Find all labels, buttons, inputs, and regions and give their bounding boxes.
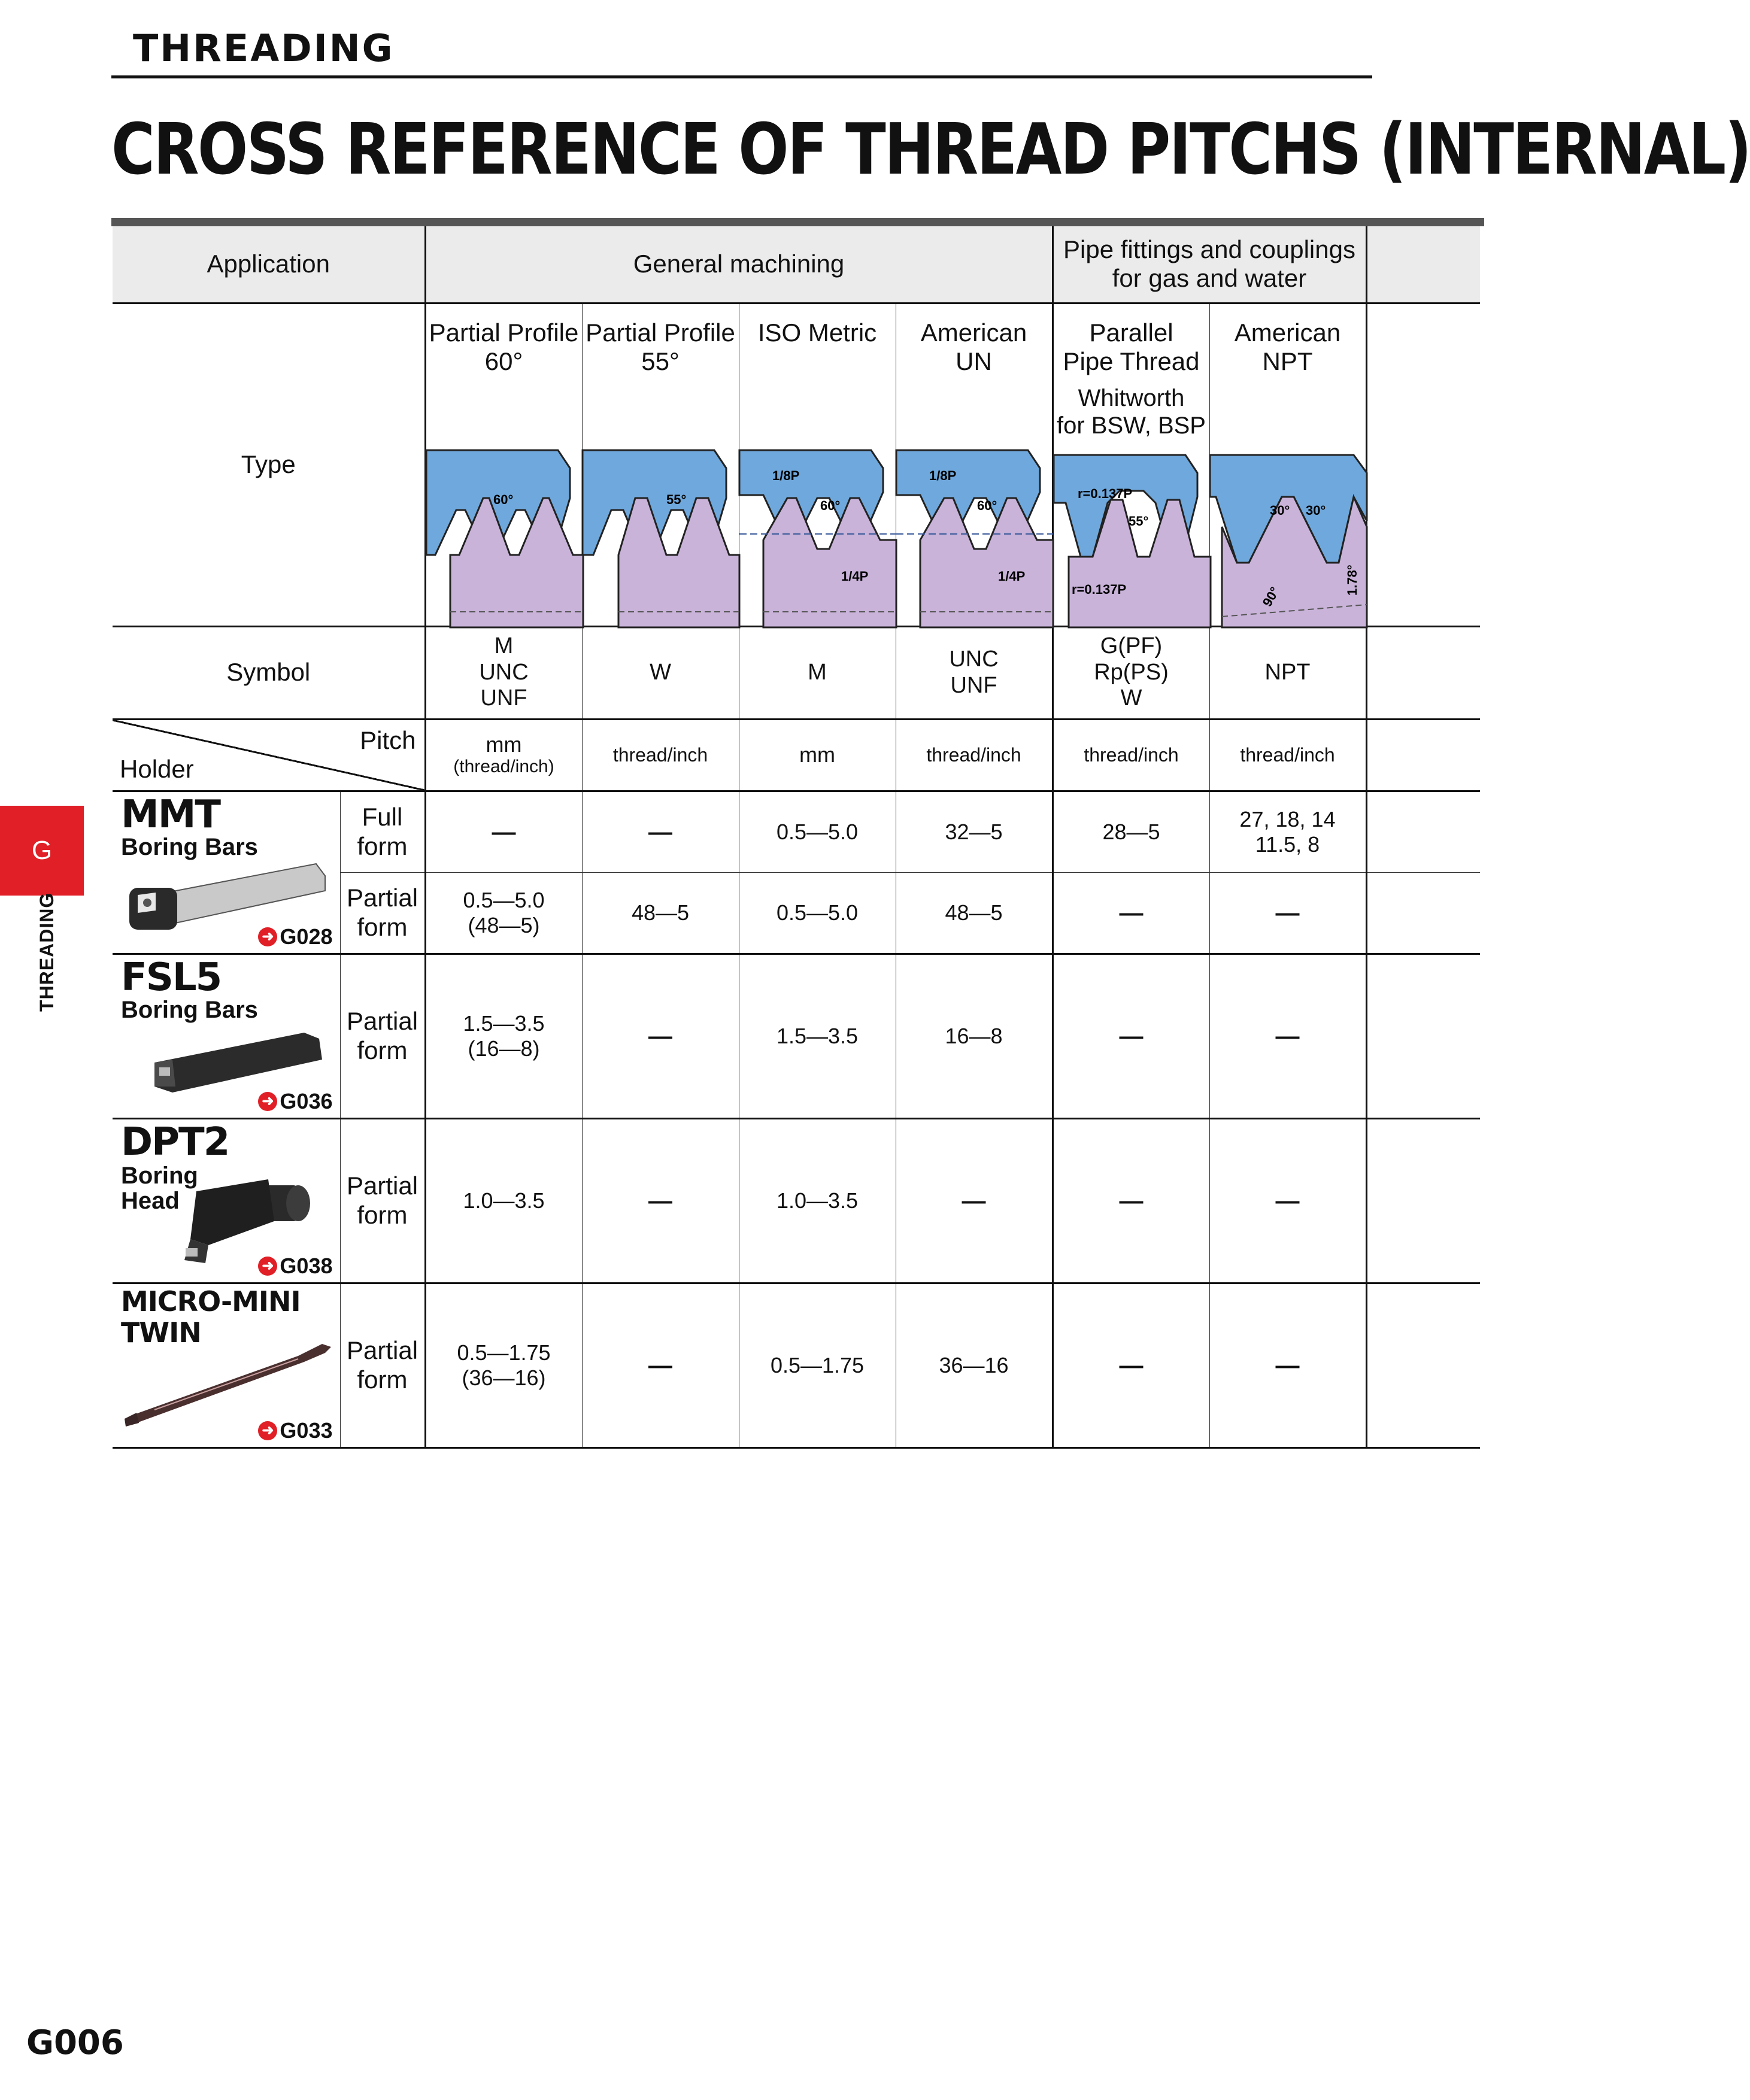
type-name-line1: ISO Metric [757,318,877,347]
page-title: CROSS REFERENCE OF THREAD PITCHS (INTERNAL) [111,108,1750,190]
form-text: Partial [346,884,418,912]
symbol-text: UNC [949,646,999,672]
table-row [113,791,1480,872]
holder-ref-link[interactable] [258,924,332,949]
holder-mmt [113,791,340,954]
application-row [113,226,1480,303]
symbol-cell-american-npt [1209,626,1366,719]
pipe-fittings-header [1053,226,1366,303]
value-cell: — [582,954,739,1118]
symbol-text: NPT [1264,659,1311,685]
thread-profile-60-diagram [426,450,583,627]
value-cell [425,954,582,1118]
value-cell: — [1053,1283,1209,1447]
pipe-fittings-line1: Pipe fittings and couplings [1063,235,1355,263]
symbol-cell-american-un [896,626,1053,719]
form-text: form [357,1365,408,1394]
holder-ref: G038 [280,1254,333,1279]
holder-fsl5 [113,954,340,1118]
value-cell: — [896,1118,1053,1283]
pitch-unit-text: mm [486,732,522,757]
symbol-text: M [808,659,827,685]
value-cell [425,872,582,954]
value-cell: 28—5 [1053,791,1209,872]
holder-ref: G028 [280,924,333,949]
value-cell: — [582,1118,739,1283]
value-text: (36—16) [462,1365,546,1390]
form-cell [340,954,425,1118]
type-name-line2: NPT [1262,347,1313,375]
thread-profile-npt-diagram [1210,455,1367,627]
pitch-holder-row [113,719,1480,791]
angle-label-60: 60° [493,491,513,507]
holder-dpt2 [113,1118,340,1283]
value-cell [425,1283,582,1447]
form-text: form [357,1036,408,1064]
holder-name: FSL5 [121,955,222,1000]
symbol-text: G(PF) [1100,633,1163,658]
type-cell-partial-60 [425,303,582,626]
un-angle-label: 60° [976,497,997,513]
form-text: Full [362,803,403,831]
extra-cell [1366,1118,1480,1283]
value-cell: — [1209,1118,1366,1283]
holder-subtitle-line1: Boring [121,1162,198,1189]
type-name-line2: 55° [641,347,680,375]
type-name-line3: Whitworth [1078,385,1185,412]
value-cell: 1.5—3.5 [739,954,896,1118]
value-cell: — [1053,954,1209,1118]
fsl5-boring-bar-image [148,1027,328,1098]
diagonal-header [113,720,424,790]
symbol-text: M [494,633,514,658]
type-cell-american-npt [1209,303,1366,626]
pitch-unit-iso-metric: mm [739,719,896,791]
pitch-unit-american-un: thread/inch [896,719,1053,791]
value-text: 1.5—3.5 [463,1011,545,1036]
value-cell: — [1053,872,1209,954]
type-name-line2: UN [956,347,992,375]
cross-reference-table [113,226,1480,1449]
type-name-line1: American [1234,318,1341,347]
type-cell-iso-metric [739,303,896,626]
type-cell-partial-55 [582,303,739,626]
form-text: Partial [346,1336,418,1365]
type-name-line1: Partial Profile [586,318,735,347]
bsp-top-label: r=0.137P [1077,485,1132,501]
holder-subtitle-line2: Head [121,1187,180,1214]
form-text: form [357,831,408,860]
arrow-right-icon: ➜ [258,1092,277,1111]
value-cell: 48—5 [582,872,739,954]
type-name-line2: 60° [484,347,523,375]
mmt-boring-bar-image [125,858,328,936]
symbol-text: W [1120,685,1142,711]
pitch-unit-partial-60 [425,719,582,791]
value-cell: — [1209,954,1366,1118]
value-cell: 36—16 [896,1283,1053,1447]
un-top-label: 1/8P [929,468,956,483]
value-cell: — [1209,872,1366,954]
section-tab-g[interactable]: G [0,806,84,896]
value-cell: — [582,1283,739,1447]
pitch-unit-parallel-pipe: thread/inch [1053,719,1209,791]
symbol-text: Rp(PS) [1094,659,1169,685]
form-cell [340,791,425,872]
value-text: (48—5) [468,912,540,937]
thread-profile-55-diagram [583,450,739,627]
npt-angle-label-2: 30° [1305,502,1326,518]
thread-profile-iso-diagram [739,450,896,627]
symbol-cell-partial-60 [425,626,582,719]
bsp-bottom-label: r=0.137P [1071,581,1126,597]
value-cell [1209,791,1366,872]
holder-subtitle: Boring Bars [121,833,258,860]
form-cell [340,872,425,954]
npt-bottom-label: 90° [1259,584,1282,609]
symbol-label: Symbol [113,626,425,719]
page-number: G006 [26,2023,124,2062]
value-cell: 0.5—5.0 [739,872,896,954]
value-text: 27, 18, 14 [1239,807,1336,832]
value-text: 11.5, 8 [1255,831,1320,857]
iso-angle-label: 60° [820,497,840,513]
type-name-line2: Pipe Thread [1063,347,1200,375]
holder-name: DPT2 [121,1119,229,1164]
type-name-line4: for BSW, BSP [1057,412,1206,439]
type-name-line1: Parallel [1089,318,1173,347]
holder-ref: G033 [280,1418,333,1443]
symbol-cell-partial-55 [582,626,739,719]
type-name-line1: American [920,318,1027,347]
micro-mini-twin-tool-image [119,1316,334,1428]
form-text: form [357,1200,408,1229]
section-label: THREADING [133,26,395,70]
holder-ref-link[interactable] [258,1089,332,1113]
thread-profile-un-diagram [896,450,1053,627]
symbol-cell-parallel-pipe [1053,626,1209,719]
symbol-text: W [650,659,671,685]
bsp-angle-label: 55° [1128,513,1148,529]
pitch-unit-text: (thread/inch) [453,757,554,777]
pitch-label: Pitch [360,726,416,754]
symbol-row [113,626,1480,719]
holder-ref: G036 [280,1089,333,1114]
pipe-fittings-line2: for gas and water [1112,264,1307,293]
holder-micro-mini-twin [113,1283,340,1447]
value-cell: 1.0—3.5 [425,1118,582,1283]
type-cell-parallel-pipe [1053,303,1209,626]
value-cell: — [1053,1118,1209,1283]
table-row [113,1118,1480,1283]
un-bottom-label: 1/4P [997,568,1025,584]
value-text: 0.5—5.0 [463,888,545,913]
application-label: Application [113,226,425,303]
holder-name: MICRO-MINI [121,1285,301,1318]
arrow-right-icon: ➜ [258,927,277,946]
pitch-unit-partial-55: thread/inch [582,719,739,791]
symbol-extra-cell [1366,626,1480,719]
pitch-unit-american-npt: thread/inch [1209,719,1366,791]
holder-subtitle: TWIN [121,1316,201,1349]
symbol-text: UNF [480,685,527,711]
pitch-holder-header [113,719,425,791]
iso-top-label: 1/8P [772,468,799,483]
value-cell: 32—5 [896,791,1053,872]
type-name-line1: Partial Profile [429,318,579,347]
form-cell [340,1118,425,1283]
symbol-cell-iso-metric [739,626,896,719]
npt-angle-label-1: 30° [1269,502,1290,518]
value-cell: 1.0—3.5 [739,1118,896,1283]
type-label: Type [113,303,425,626]
holder-name: MMT [121,792,220,837]
value-cell: 0.5—5.0 [739,791,896,872]
iso-bottom-label: 1/4P [841,568,868,584]
form-text: form [357,912,408,941]
value-cell: — [582,791,739,872]
type-cell-american-un [896,303,1053,626]
value-text: (16—8) [468,1036,540,1061]
type-extra-cell [1366,303,1480,626]
form-text: Partial [346,1172,418,1200]
application-extra-cell [1366,226,1480,303]
top-rule [111,75,1372,78]
npt-right-label: 1.78° [1344,564,1360,596]
angle-label-55: 55° [666,491,686,507]
holder-ref-link[interactable] [258,1254,332,1278]
value-cell: 16—8 [896,954,1053,1118]
symbol-text: UNF [950,672,997,698]
extra-cell [1366,791,1480,872]
side-section-label: THREADING [36,892,57,1012]
symbol-text: UNC [479,659,529,685]
extra-cell [1366,954,1480,1118]
form-cell [340,1283,425,1447]
form-text: Partial [346,1007,418,1036]
thread-profile-bsp-diagram [1054,455,1211,627]
value-cell: — [1209,1283,1366,1447]
table-row [113,1283,1480,1447]
title-rule [111,218,1484,226]
type-row [113,303,1480,626]
pitch-extra-cell [1366,719,1480,791]
extra-cell [1366,872,1480,954]
extra-cell [1366,1283,1480,1447]
value-cell: 48—5 [896,872,1053,954]
table-row [113,954,1480,1118]
holder-label: Holder [120,755,194,784]
arrow-right-icon: ➜ [258,1421,277,1440]
holder-subtitle: Boring Bars [121,996,258,1023]
arrow-right-icon: ➜ [258,1257,277,1276]
holder-ref-link[interactable] [258,1418,332,1443]
general-machining-header: General machining [425,226,1053,303]
value-cell: — [425,791,582,872]
value-cell: 0.5—1.75 [739,1283,896,1447]
value-text: 0.5—1.75 [457,1340,551,1365]
